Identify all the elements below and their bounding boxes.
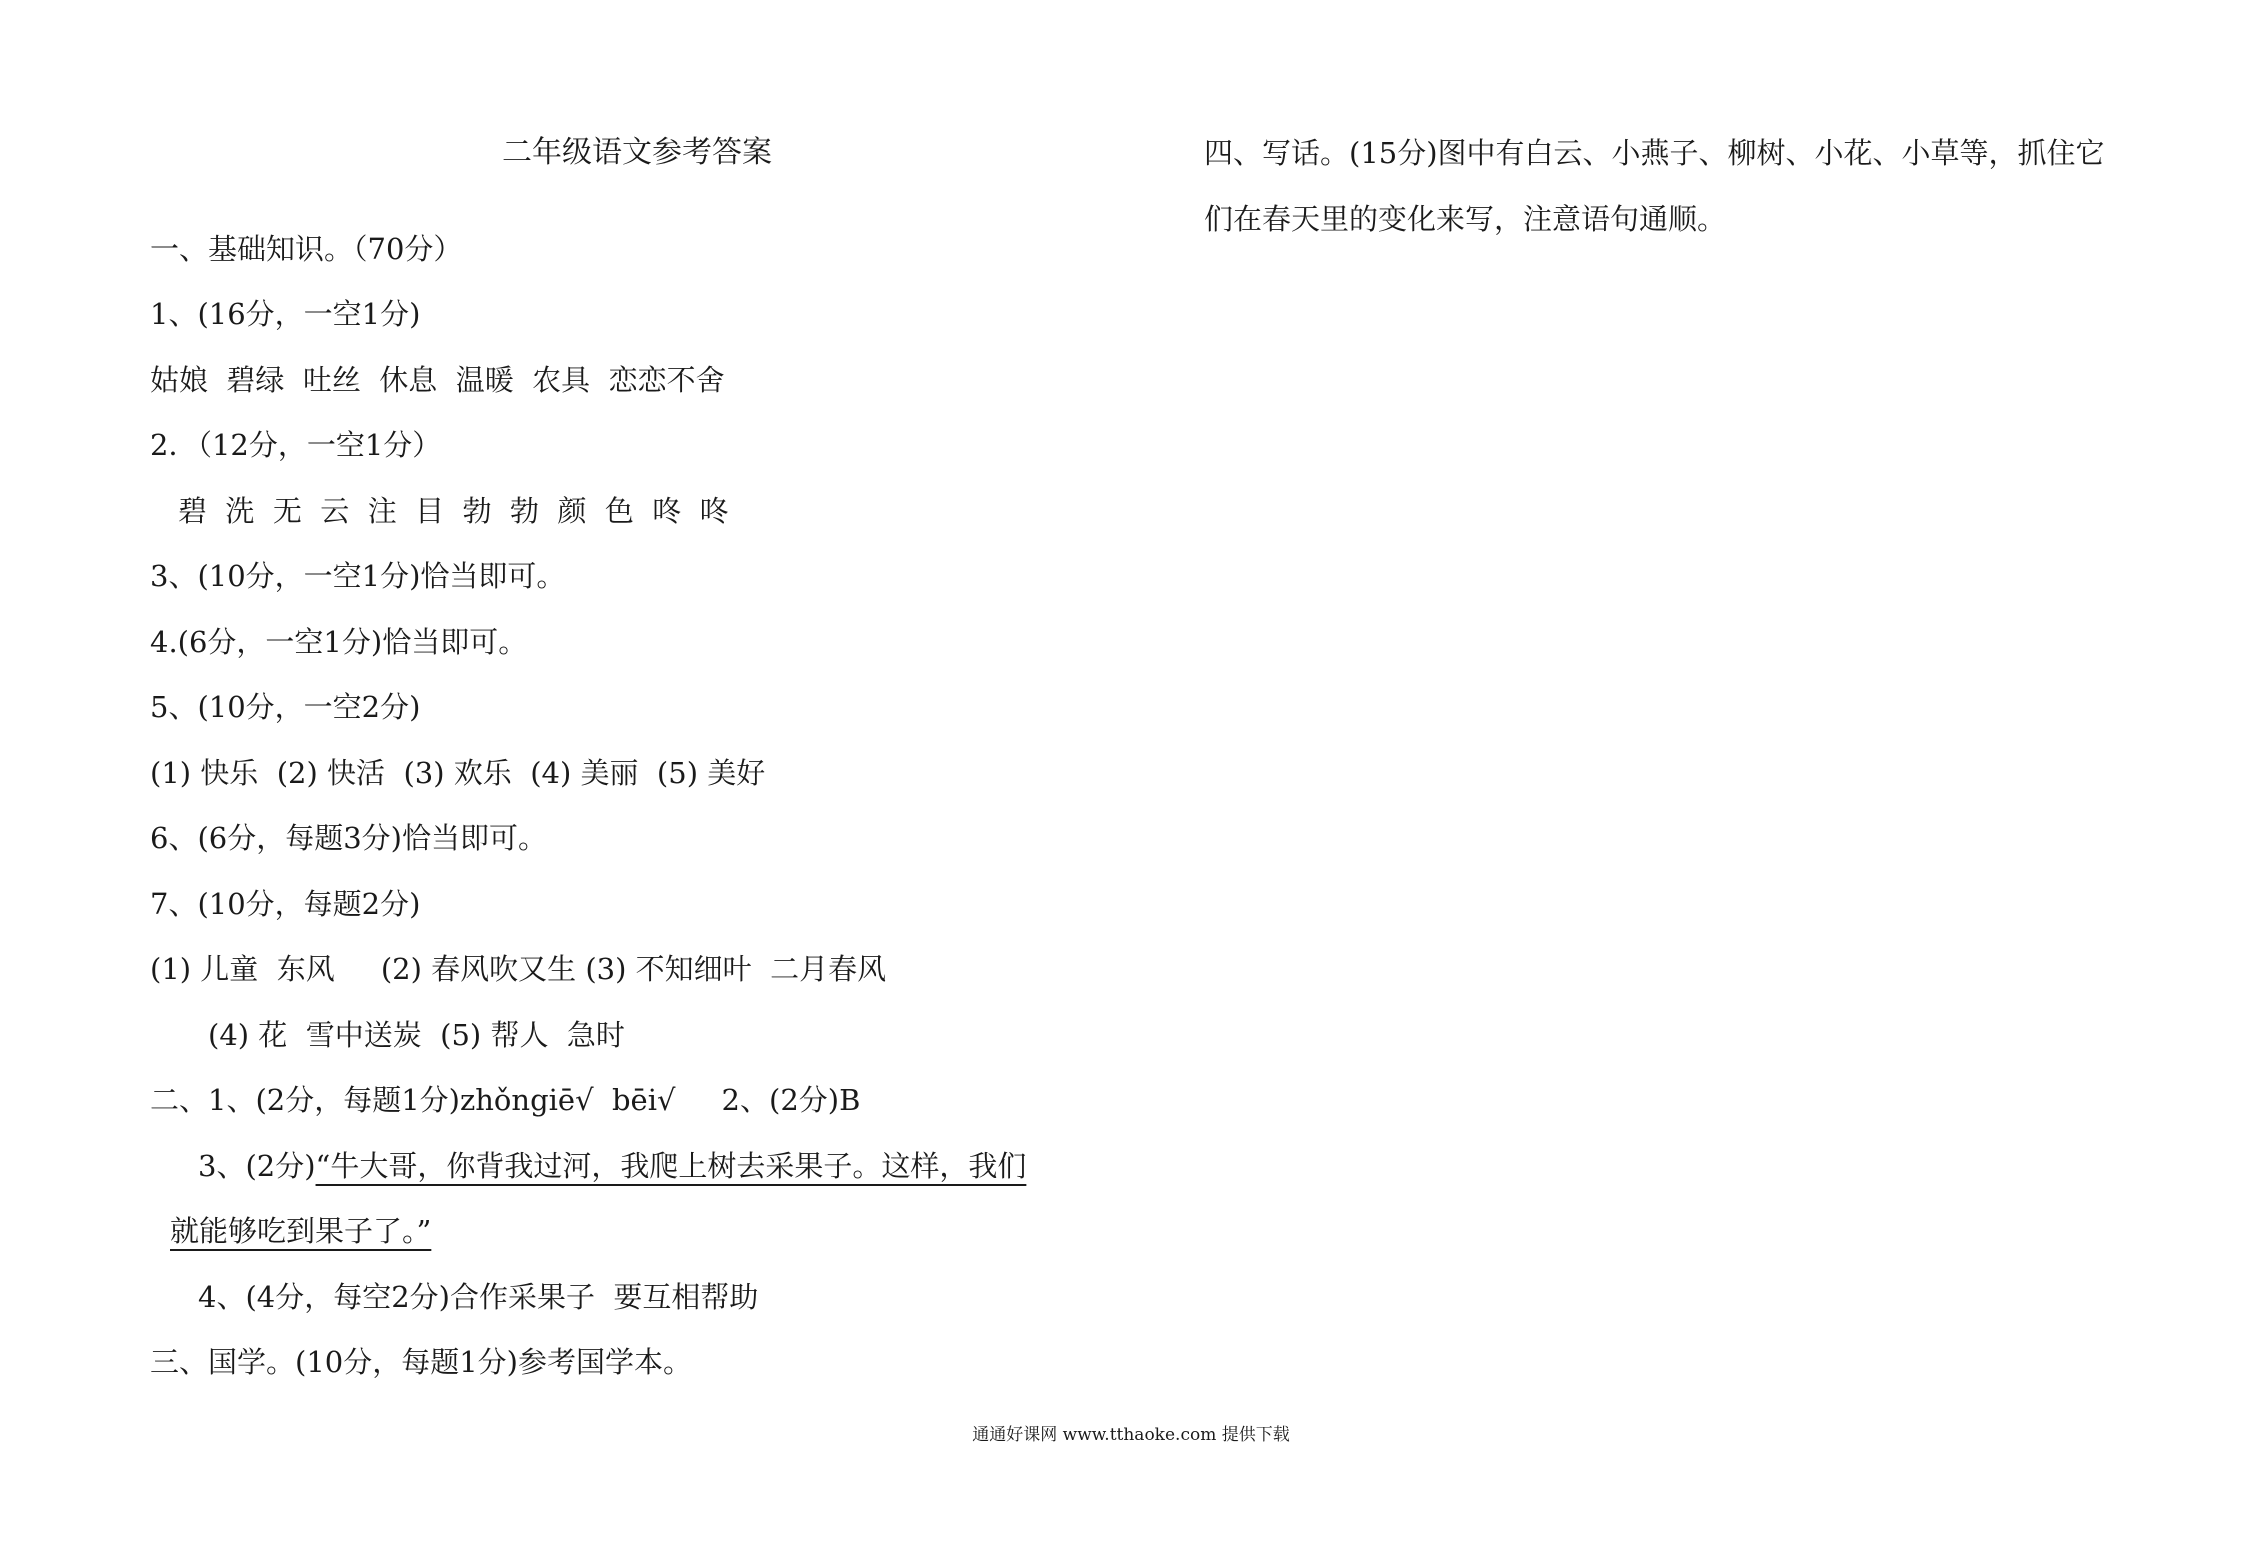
question-6: 6、(6分，每题3分)恰当即可。	[150, 821, 547, 855]
question-7-answer-line-2: (4) 花 雪中送炭 (5) 帮人 急时	[208, 1018, 625, 1052]
question-4: 4.(6分，一空1分)恰当即可。	[150, 625, 528, 659]
question-2-answer: 碧 洗 无 云 注 目 勃 勃 颜 色 咚 咚	[178, 494, 729, 528]
question-2-header: 2．（12分，一空1分）	[150, 428, 442, 462]
question-1-answer: 姑娘 碧绿 吐丝 休息 温暖 农具 恋恋不舍	[150, 363, 725, 397]
section-3: 三、国学。(10分，每题1分)参考国学本。	[150, 1345, 692, 1379]
section-2-question-3-answer-1: “牛大哥，你背我过河，我爬上树去采果子。这样，我们	[315, 1149, 1027, 1183]
question-5-header: 5、(10分，一空2分)	[150, 690, 421, 724]
section-2-question-3	[198, 1146, 1026, 1186]
question-1-header: 1、(16分，一空1分)	[150, 297, 421, 331]
section-2-question-4: 4、(4分，每空2分)合作采果子 要互相帮助	[198, 1280, 759, 1314]
question-7-answer-line-1: (1) 儿童 东风 (2) 春风吹又生 (3) 不知细叶 二月春风	[150, 952, 887, 986]
page-title: 二年级语文参考答案	[502, 135, 772, 170]
section-2-question-3-label: 3、(2分)	[198, 1149, 316, 1183]
question-3: 3、(10分，一空1分)恰当即可。	[150, 559, 566, 593]
footer-watermark: 通通好课网 www.tthaoke.com 提供下载	[972, 1425, 1290, 1445]
section-2-line-1: 二、1、(2分，每题1分)zhǒngiē√ bēi√ 2、(2分)B	[150, 1083, 861, 1117]
section-1-header: 一、基础知识。（70分）	[150, 232, 463, 266]
section-4-line-2: 们在春天里的变化来写，注意语句通顺。	[1204, 202, 1727, 236]
section-2-question-3-answer-2: 就能够吃到果子了。”	[170, 1214, 432, 1248]
question-5-answer: (1) 快乐 (2) 快活 (3) 欢乐 (4) 美丽 (5) 美好	[150, 756, 766, 790]
section-4-line-1: 四、写话。(15分)图中有白云、小燕子、柳树、小花、小草等，抓住它	[1204, 136, 2105, 170]
question-7-header: 7、(10分，每题2分)	[150, 887, 421, 921]
